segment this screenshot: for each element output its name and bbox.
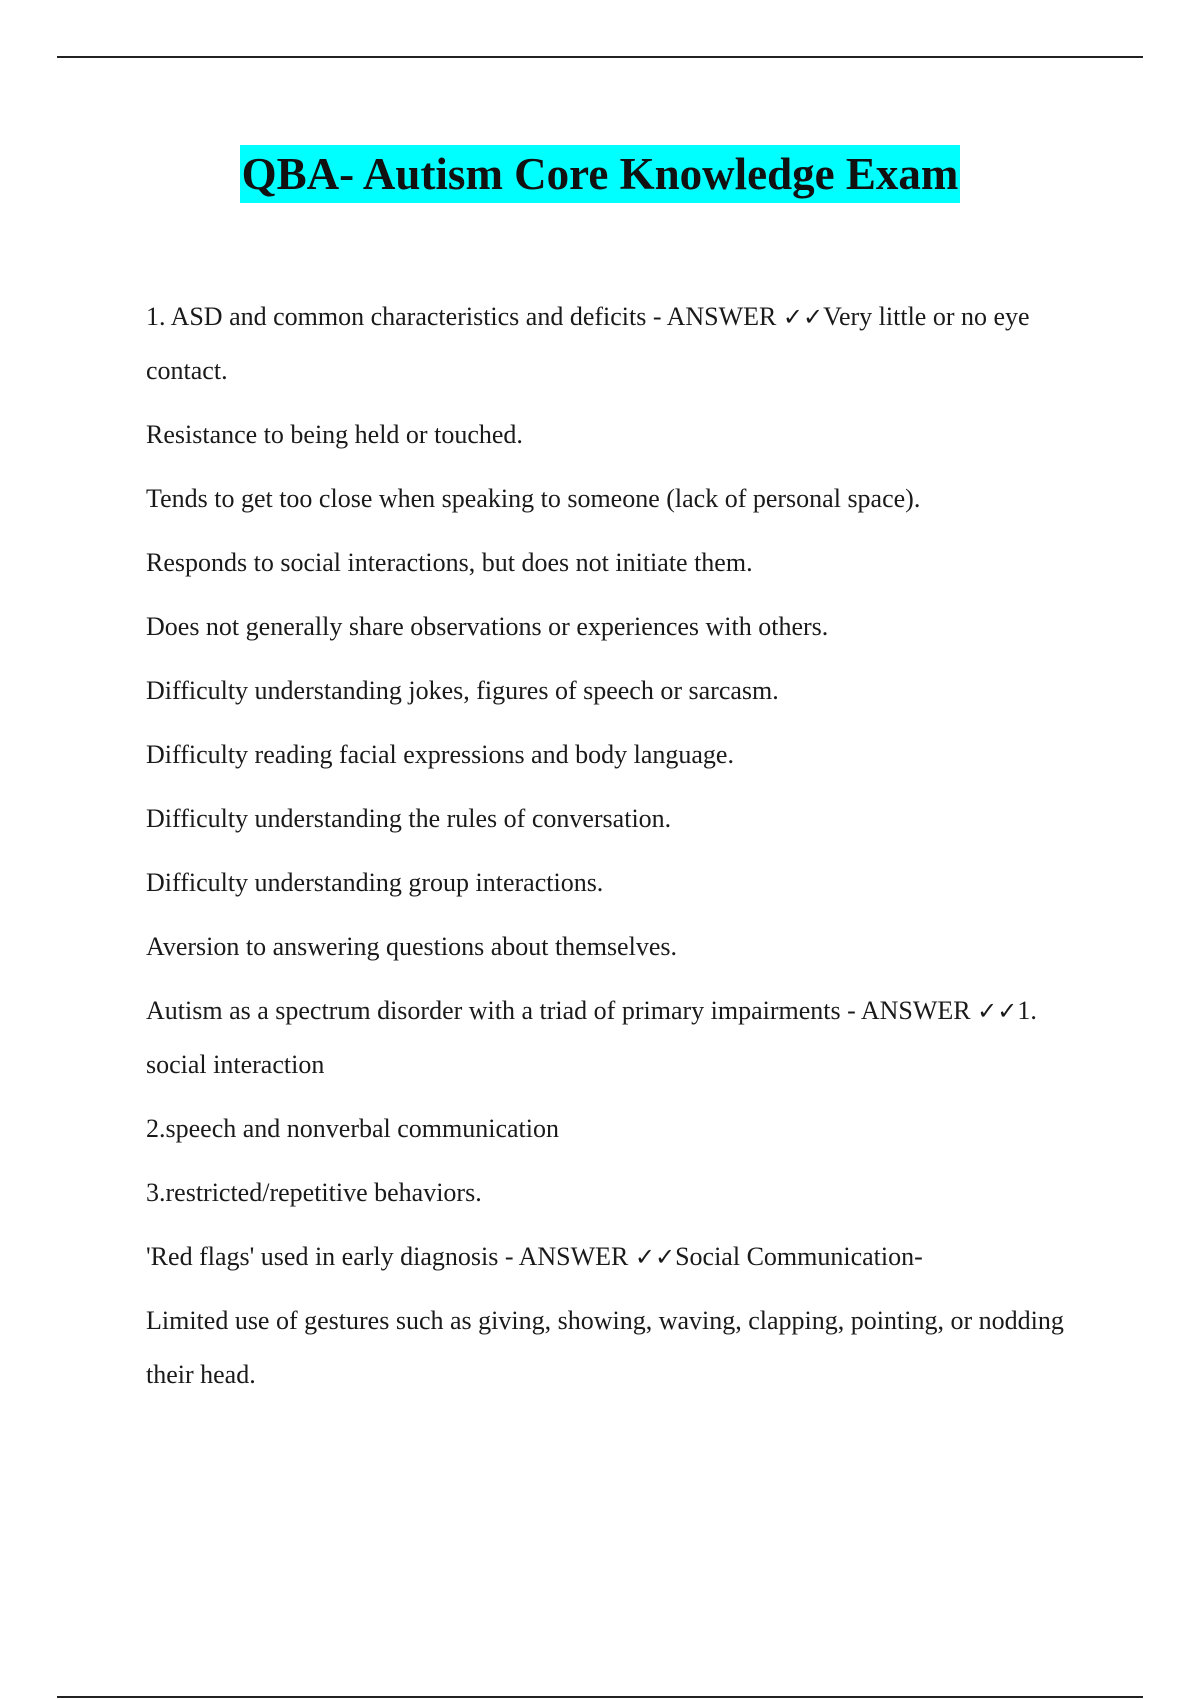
- paragraph: [146, 290, 1086, 398]
- paragraph: [146, 408, 1086, 462]
- paragraph-text: 2.speech and nonverbal communication: [146, 1114, 559, 1143]
- answer-text: Very little or no eye contact.: [146, 302, 1030, 385]
- paragraph-text: 3.restricted/repetitive behaviors.: [146, 1178, 482, 1207]
- paragraph-text: 'Red flags' used in early diagnosis - ANSWER: [146, 1242, 635, 1271]
- paragraph: [146, 1230, 1086, 1284]
- document-body: [146, 290, 1086, 1412]
- paragraph-text: Difficulty understanding the rules of conversation.: [146, 804, 672, 833]
- title-block: [0, 145, 1200, 203]
- paragraph: [146, 792, 1086, 846]
- page-title: QBA- Autism Core Knowledge Exam: [240, 145, 961, 203]
- answer-text: 1. social interaction: [146, 996, 1037, 1079]
- paragraph-text: Limited use of gestures such as giving, showing, waving, clapping, pointing, or nodding their head.: [146, 1306, 1064, 1389]
- paragraph: [146, 920, 1086, 974]
- top-rule: [57, 56, 1143, 58]
- paragraph-text: 1. ASD and common characteristics and deficits - ANSWER: [146, 302, 783, 331]
- paragraph-text: Difficulty reading facial expressions and body language.: [146, 740, 734, 769]
- paragraph: [146, 1294, 1086, 1402]
- paragraph-text: Aversion to answering questions about themselves.: [146, 932, 677, 961]
- bottom-rule: [57, 1696, 1143, 1698]
- paragraph-text: Autism as a spectrum disorder with a triad of primary impairments - ANSWER: [146, 996, 978, 1025]
- paragraph-text: Does not generally share observations or experiences with others.: [146, 612, 829, 641]
- paragraph: [146, 664, 1086, 718]
- paragraph: [146, 728, 1086, 782]
- paragraph-text: Difficulty understanding jokes, figures of speech or sarcasm.: [146, 676, 779, 705]
- paragraph: [146, 984, 1086, 1092]
- paragraph: [146, 1102, 1086, 1156]
- paragraph-text: Resistance to being held or touched.: [146, 420, 523, 449]
- paragraph: [146, 856, 1086, 910]
- double-check-icon: ✓✓: [977, 997, 1018, 1025]
- paragraph-text: Difficulty understanding group interactions.: [146, 868, 604, 897]
- paragraph-text: Tends to get too close when speaking to someone (lack of personal space).: [146, 484, 921, 513]
- paragraph: [146, 1166, 1086, 1220]
- paragraph-text: Responds to social interactions, but does not initiate them.: [146, 548, 753, 577]
- double-check-icon: ✓✓: [634, 1243, 676, 1271]
- answer-text: Social Communication-: [675, 1242, 923, 1271]
- paragraph: [146, 600, 1086, 654]
- paragraph: [146, 472, 1086, 526]
- double-check-icon: ✓✓: [782, 303, 824, 331]
- paragraph: [146, 536, 1086, 590]
